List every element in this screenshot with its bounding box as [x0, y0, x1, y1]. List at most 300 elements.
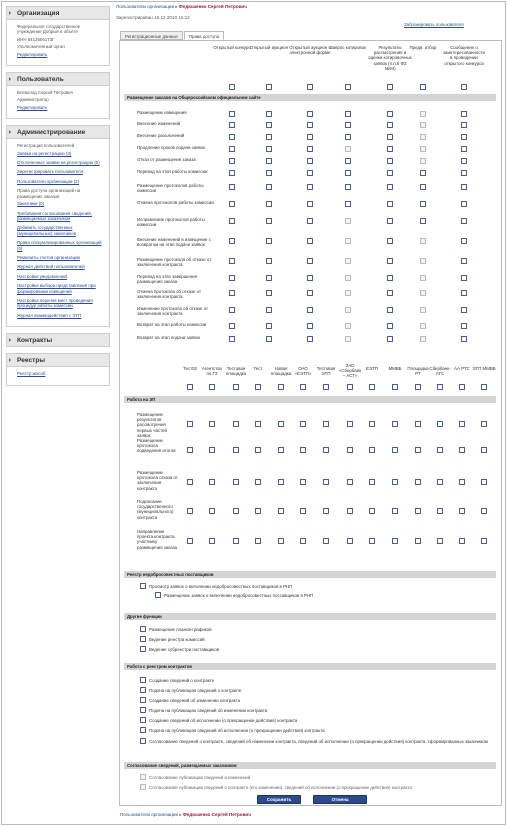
- checkbox[interactable]: [437, 447, 443, 453]
- org-inn: ИНН 6413506173Г: [17, 36, 55, 42]
- checkbox[interactable]: [437, 508, 443, 514]
- checkbox[interactable]: [369, 479, 375, 485]
- checkbox[interactable]: [307, 258, 313, 264]
- checkbox[interactable]: [323, 479, 329, 485]
- checkbox[interactable]: [307, 184, 313, 190]
- checkbox[interactable]: [266, 146, 272, 152]
- checkbox[interactable]: [266, 111, 272, 117]
- checkbox[interactable]: [266, 336, 272, 342]
- checkbox[interactable]: [300, 421, 306, 427]
- checkbox[interactable]: [461, 84, 467, 90]
- checkbox[interactable]: [461, 323, 467, 329]
- row-label: Подписание государственного (муниципального) контракта: [137, 499, 174, 520]
- checkbox[interactable]: [209, 447, 215, 453]
- breadcrumb: [116, 4, 502, 11]
- checkbox[interactable]: [347, 421, 353, 427]
- checkbox[interactable]: [307, 275, 313, 281]
- checkbox[interactable]: [481, 384, 487, 390]
- checkbox[interactable]: [266, 238, 272, 244]
- sidebar-link[interactable]: Заказчики (0): [17, 201, 45, 207]
- row-label: Продление сроков подачи заявок: [137, 145, 206, 150]
- checkbox[interactable]: [229, 238, 235, 244]
- checkbox[interactable]: [300, 508, 306, 514]
- checkbox: [345, 258, 351, 264]
- checkbox[interactable]: [300, 447, 306, 453]
- checkbox[interactable]: [387, 170, 393, 176]
- sidebar-title: Реестры: [17, 357, 46, 365]
- checkbox[interactable]: [461, 238, 467, 244]
- checkbox[interactable]: [140, 717, 146, 723]
- section-header: Согласование сведений, размещаемых заказчиком: [124, 762, 496, 769]
- checkbox[interactable]: [459, 508, 465, 514]
- checkbox[interactable]: [266, 158, 272, 164]
- checkbox[interactable]: [387, 184, 393, 190]
- sidebar-title: Организация: [17, 10, 60, 17]
- sidebar-header-org[interactable]: [6, 6, 110, 20]
- checkbox[interactable]: [347, 447, 353, 453]
- checkbox[interactable]: [415, 447, 421, 453]
- checkbox[interactable]: [229, 84, 235, 90]
- checkbox: [140, 774, 146, 780]
- breadcrumb-root-link[interactable]: Пользователи организации: [120, 812, 179, 817]
- checkbox[interactable]: [278, 538, 284, 544]
- checkbox[interactable]: [266, 84, 272, 90]
- checkbox[interactable]: [461, 218, 467, 224]
- checkbox[interactable]: [387, 290, 393, 296]
- checkbox[interactable]: [307, 111, 313, 117]
- checkbox[interactable]: [387, 258, 393, 264]
- checkbox[interactable]: [420, 201, 426, 207]
- checkbox[interactable]: [140, 646, 146, 652]
- checkbox[interactable]: [415, 538, 421, 544]
- checkbox[interactable]: [278, 447, 284, 453]
- column-header: Открытый аукцион: [249, 45, 289, 50]
- section-header: Размещение заказов на Общероссийском официальном сайте: [124, 94, 496, 101]
- checkbox[interactable]: [233, 384, 239, 390]
- checkbox[interactable]: [461, 111, 467, 117]
- checkbox[interactable]: [461, 134, 467, 140]
- checkbox[interactable]: [307, 218, 313, 224]
- checkbox[interactable]: [300, 479, 306, 485]
- checkbox[interactable]: [209, 421, 215, 427]
- org-name: Федеральное государственное учреждение Добрый в объёте: [17, 24, 81, 35]
- row-label: Размещение протокола об отказе от заключения контракта: [137, 257, 212, 268]
- sidebar-link[interactable]: Настройка перечня мест проведения процедур работы комиссии: [17, 297, 93, 309]
- checkbox[interactable]: [461, 184, 467, 190]
- checkbox[interactable]: [415, 384, 421, 390]
- row-label: Внесение изменений: [137, 121, 181, 126]
- registered-date: Зарегистрирован 15.12.2010 15:12: [116, 15, 190, 20]
- user-role: Администратор: [17, 97, 49, 103]
- checkbox[interactable]: [300, 538, 306, 544]
- checkbox: [420, 134, 426, 140]
- checkbox[interactable]: [437, 538, 443, 544]
- checkbox[interactable]: [459, 421, 465, 427]
- checkbox[interactable]: [387, 84, 393, 90]
- checkbox[interactable]: [266, 184, 272, 190]
- tab-access-rights[interactable]: Права доступа: [184, 31, 224, 40]
- section-header: Работа на ЭП: [124, 396, 496, 403]
- checkbox[interactable]: [392, 479, 398, 485]
- checkbox[interactable]: [387, 134, 393, 140]
- sidebar-title: Пользователь: [17, 76, 64, 84]
- sidebar-header-admin[interactable]: [6, 125, 110, 139]
- option-label: Размещение планов-графиков: [149, 627, 212, 632]
- checkbox[interactable]: [278, 479, 284, 485]
- sidebar-section-label: Права доступа организаций на размещение заказов: [17, 188, 81, 199]
- block-user-link[interactable]: Заблокировать пользователя: [404, 22, 464, 27]
- collapse-arrow-icon: [9, 338, 11, 342]
- checkbox[interactable]: [140, 727, 146, 733]
- checkbox[interactable]: [347, 479, 353, 485]
- checkbox[interactable]: [461, 307, 467, 313]
- column-header: Результаты рассмотрения и оценки котировочных заявок (п.п.6 ФЗ №94): [368, 45, 412, 71]
- checkbox[interactable]: [461, 336, 467, 342]
- checkbox[interactable]: [255, 538, 261, 544]
- checkbox[interactable]: [266, 122, 272, 128]
- checkbox[interactable]: [459, 479, 465, 485]
- checkbox[interactable]: [437, 421, 443, 427]
- checkbox[interactable]: [229, 158, 235, 164]
- checkbox[interactable]: [307, 134, 313, 140]
- checkbox: [420, 158, 426, 164]
- checkbox[interactable]: [387, 323, 393, 329]
- breadcrumb-separator: ▸: [175, 4, 178, 9]
- checkbox[interactable]: [369, 384, 375, 390]
- checkbox[interactable]: [437, 384, 443, 390]
- cancel-button[interactable]: Отмена: [313, 795, 367, 804]
- sidebar-link[interactable]: Журнал взаимодействия с ЭТП: [17, 312, 82, 318]
- checkbox[interactable]: [369, 421, 375, 427]
- checkbox[interactable]: [323, 508, 329, 514]
- checkbox[interactable]: [229, 336, 235, 342]
- checkbox[interactable]: [459, 384, 465, 390]
- checkbox[interactable]: [481, 479, 487, 485]
- checkbox[interactable]: [233, 508, 239, 514]
- checkbox[interactable]: [187, 538, 193, 544]
- checkbox[interactable]: [278, 421, 284, 427]
- option-label: Подача на публикацию сведений о контракте: [149, 688, 242, 693]
- checkbox: [420, 307, 426, 313]
- checkbox[interactable]: [369, 508, 375, 514]
- checkbox: [345, 146, 351, 152]
- checkbox[interactable]: [345, 170, 351, 176]
- sidebar-link[interactable]: Настройка выбора представления при формировании извещений: [17, 283, 96, 294]
- row-label: Размещение протокола отказа от заключения контракта: [137, 470, 178, 491]
- row-label: Размещение протокола подведения итогов: [137, 438, 176, 454]
- checkbox[interactable]: [307, 290, 313, 296]
- checkbox[interactable]: [187, 447, 193, 453]
- option-label: Создание сведений о контракте: [149, 678, 215, 683]
- checkbox[interactable]: [461, 158, 467, 164]
- checkbox: [420, 336, 426, 342]
- checkbox[interactable]: [387, 238, 393, 244]
- checkbox: [345, 238, 351, 244]
- checkbox[interactable]: [229, 184, 235, 190]
- checkbox[interactable]: [307, 323, 313, 329]
- option-label: Согласование сведений о контракте, сведений об изменении контракта, сведений об исполнении (о прекращении действия) контракта, сформированных заказчиком: [149, 739, 488, 744]
- checkbox[interactable]: [229, 275, 235, 281]
- option-label: Ведение реестра комиссий: [149, 637, 205, 642]
- edit-org-link[interactable]: Редактировать: [17, 51, 48, 57]
- checkbox[interactable]: [140, 697, 146, 703]
- checkbox[interactable]: [392, 384, 398, 390]
- row-label: Изменение протокола об отказе от заключения контракта: [137, 306, 209, 317]
- sidebar-link[interactable]: Заявки на регистрацию (0): [17, 150, 72, 156]
- sidebar-link[interactable]: Добавить государственных (муниципальных) заказчиков: [17, 225, 76, 236]
- checkbox[interactable]: [229, 201, 235, 207]
- checkbox[interactable]: [255, 421, 261, 427]
- checkbox[interactable]: [387, 158, 393, 164]
- option-label: Создание сведений об изменении контракта: [149, 698, 241, 703]
- checkbox[interactable]: [420, 218, 426, 224]
- checkbox[interactable]: [347, 538, 353, 544]
- checkbox[interactable]: [323, 538, 329, 544]
- save-button[interactable]: Сохранить: [257, 795, 301, 804]
- checkbox[interactable]: [392, 538, 398, 544]
- checkbox[interactable]: [347, 384, 353, 390]
- checkbox[interactable]: [415, 508, 421, 514]
- sidebar-header-registries[interactable]: [6, 353, 110, 367]
- column-header: ММВБ: [388, 366, 402, 371]
- checkbox[interactable]: [229, 146, 235, 152]
- checkbox[interactable]: [229, 170, 235, 176]
- checkbox[interactable]: [307, 158, 313, 164]
- checkbox: [345, 323, 351, 329]
- row-label: Отмена протокола об отказе от заключения контракта: [137, 289, 202, 300]
- checkbox[interactable]: [387, 218, 393, 224]
- checkbox[interactable]: [307, 84, 313, 90]
- checkbox[interactable]: [461, 201, 467, 207]
- checkbox[interactable]: [345, 134, 351, 140]
- checkbox: [420, 290, 426, 296]
- checkbox[interactable]: [420, 170, 426, 176]
- checkbox[interactable]: [266, 323, 272, 329]
- checkbox[interactable]: [229, 290, 235, 296]
- checkbox[interactable]: [481, 447, 487, 453]
- checkbox[interactable]: [233, 447, 239, 453]
- column-header: АА РТС: [454, 366, 470, 371]
- checkbox[interactable]: [255, 508, 261, 514]
- checkbox[interactable]: [392, 447, 398, 453]
- sidebar-header-user[interactable]: [6, 72, 110, 86]
- checkbox[interactable]: [229, 218, 235, 224]
- checkbox[interactable]: [229, 111, 235, 117]
- checkbox[interactable]: [459, 538, 465, 544]
- column-header: Тестовая ЭТП: [316, 366, 336, 377]
- checkbox[interactable]: [140, 677, 146, 683]
- checkbox[interactable]: [233, 538, 239, 544]
- column-header: Открытый конкурс: [213, 45, 251, 50]
- checkbox[interactable]: [415, 421, 421, 427]
- checkbox[interactable]: [387, 275, 393, 281]
- checkbox[interactable]: [266, 218, 272, 224]
- checkbox[interactable]: [323, 421, 329, 427]
- edit-user-link[interactable]: Редактировать: [17, 104, 48, 110]
- sidebar-link[interactable]: Пользователи организации (2): [17, 178, 80, 184]
- option-label: Подача на публикацию сведений об изменении контракта: [149, 708, 268, 713]
- checkbox: [420, 258, 426, 264]
- row-label: Перевод на этап работы комиссии: [137, 169, 208, 174]
- checkbox[interactable]: [392, 421, 398, 427]
- checkbox[interactable]: [187, 479, 193, 485]
- checkbox[interactable]: [345, 122, 351, 128]
- checkbox[interactable]: [233, 421, 239, 427]
- sidebar-title: Администрирование: [17, 129, 86, 137]
- sidebar-link[interactable]: Реквизиты счетов организации: [17, 254, 81, 260]
- column-header: ОАО «ЕЭТП»: [294, 366, 312, 377]
- collapse-arrow-icon: [9, 358, 11, 362]
- checkbox[interactable]: [233, 479, 239, 485]
- checkbox: [345, 218, 351, 224]
- checkbox[interactable]: [387, 336, 393, 342]
- sidebar-body-org: [6, 20, 110, 66]
- checkbox: [345, 336, 351, 342]
- checkbox[interactable]: [229, 122, 235, 128]
- sidebar-link[interactable]: Зарегистрировать пользователя: [17, 169, 83, 175]
- checkbox[interactable]: [255, 447, 261, 453]
- column-header: Предв. отбор: [409, 45, 437, 50]
- checkbox[interactable]: [387, 146, 393, 152]
- checkbox[interactable]: [369, 538, 375, 544]
- checkbox[interactable]: [323, 447, 329, 453]
- checkbox[interactable]: [387, 111, 393, 117]
- sidebar-header-contracts[interactable]: [6, 333, 110, 347]
- breadcrumb-root-link[interactable]: Пользователи организации: [116, 4, 175, 9]
- option-label: Подача на публикацию сведений об исполнении (о прекращении действия) контракта: [149, 728, 325, 733]
- checkbox[interactable]: [187, 384, 193, 390]
- checkbox[interactable]: [461, 275, 467, 281]
- checkbox[interactable]: [345, 111, 351, 117]
- sidebar-link[interactable]: Настройки уведомлений: [17, 273, 67, 279]
- breadcrumb-current: Федюшенко Сергей Петрович: [178, 4, 247, 9]
- checkbox[interactable]: [229, 258, 235, 264]
- checkbox[interactable]: [345, 201, 351, 207]
- sidebar-link-complaints[interactable]: Реестр жалоб: [17, 371, 46, 377]
- checkbox[interactable]: [481, 508, 487, 514]
- checkbox[interactable]: [387, 122, 393, 128]
- checkbox[interactable]: [209, 538, 215, 544]
- row-label: Размещение протоколов работы комиссии: [137, 183, 204, 194]
- checkbox[interactable]: [307, 336, 313, 342]
- checkbox[interactable]: [307, 238, 313, 244]
- checkbox[interactable]: [266, 290, 272, 296]
- checkbox: [420, 323, 426, 329]
- checkbox[interactable]: [266, 307, 272, 313]
- checkbox: [345, 290, 351, 296]
- checkbox[interactable]: [266, 275, 272, 281]
- row-label: Исправление протоколов работы комиссии: [137, 217, 205, 228]
- checkbox[interactable]: [255, 479, 261, 485]
- sidebar-link[interactable]: Журнал действий пользователей: [17, 264, 85, 270]
- checkbox[interactable]: [140, 583, 146, 589]
- checkbox[interactable]: [140, 687, 146, 693]
- checkbox[interactable]: [481, 421, 487, 427]
- row-label: Возврат на этап работы комиссии: [137, 322, 207, 327]
- checkbox[interactable]: [461, 146, 467, 152]
- checkbox[interactable]: [420, 84, 426, 90]
- checkbox[interactable]: [187, 508, 193, 514]
- tab-registration-data[interactable]: Регистрационные данные: [120, 31, 183, 40]
- checkbox[interactable]: [461, 122, 467, 128]
- checkbox[interactable]: [345, 158, 351, 164]
- checkbox[interactable]: [347, 508, 353, 514]
- option-label: Ведение субреестра поставщиков: [149, 647, 219, 652]
- checkbox[interactable]: [140, 738, 146, 744]
- checkbox[interactable]: [369, 447, 375, 453]
- checkbox[interactable]: [481, 538, 487, 544]
- checkbox[interactable]: [229, 307, 235, 313]
- row-label: Внесение изменений в извещение с возвратом на этап подачи заявок: [137, 237, 211, 248]
- checkbox[interactable]: [307, 146, 313, 152]
- checkbox[interactable]: [387, 201, 393, 207]
- checkbox: [345, 275, 351, 281]
- checkbox[interactable]: [461, 170, 467, 176]
- checkbox[interactable]: [323, 384, 329, 390]
- checkbox[interactable]: [461, 258, 467, 264]
- column-header: ЕЭТП: [366, 366, 378, 371]
- row-label: Направление проекта контракта участнику размещения заказа: [137, 529, 178, 550]
- sidebar-link[interactable]: Требования согласования сведений, размещаемых заказчиком: [17, 210, 92, 221]
- checkbox: [140, 784, 146, 790]
- section-header: Реестр недобросовестных поставщиков: [124, 571, 496, 578]
- checkbox[interactable]: [307, 170, 313, 176]
- checkbox[interactable]: [140, 707, 146, 713]
- checkbox[interactable]: [307, 122, 313, 128]
- sidebar-section-label: Регистрация пользователей: [17, 143, 75, 149]
- checkbox[interactable]: [209, 384, 215, 390]
- column-header: Сбербанк-АТС: [429, 366, 451, 377]
- checkbox[interactable]: [459, 447, 465, 453]
- checkbox[interactable]: [209, 479, 215, 485]
- checkbox[interactable]: [415, 479, 421, 485]
- checkbox[interactable]: [345, 184, 351, 190]
- checkbox[interactable]: [392, 508, 398, 514]
- sidebar-link[interactable]: Отклоненные заявки на регистрацию (0): [17, 160, 100, 166]
- checkbox[interactable]: [345, 84, 351, 90]
- checkbox[interactable]: [140, 626, 146, 632]
- sidebar-link[interactable]: Права специализированных организаций (0): [17, 240, 102, 251]
- checkbox[interactable]: [307, 307, 313, 313]
- column-header: Агентство по ГЗ: [201, 366, 223, 377]
- checkbox[interactable]: [140, 636, 146, 642]
- checkbox[interactable]: [155, 592, 161, 598]
- checkbox[interactable]: [209, 508, 215, 514]
- checkbox[interactable]: [461, 290, 467, 296]
- checkbox[interactable]: [307, 201, 313, 207]
- checkbox[interactable]: [300, 384, 306, 390]
- checkbox[interactable]: [266, 134, 272, 140]
- checkbox[interactable]: [266, 258, 272, 264]
- checkbox[interactable]: [387, 307, 393, 313]
- row-label: Отказ от размещения заказа: [137, 157, 196, 162]
- checkbox[interactable]: [278, 508, 284, 514]
- checkbox[interactable]: [255, 384, 261, 390]
- row-label: Размещение результатов рассмотрения первых частей заявок: [137, 412, 167, 438]
- checkbox[interactable]: [266, 170, 272, 176]
- checkbox[interactable]: [229, 323, 235, 329]
- checkbox: [345, 307, 351, 313]
- checkbox[interactable]: [278, 384, 284, 390]
- checkbox[interactable]: [266, 201, 272, 207]
- checkbox[interactable]: [229, 134, 235, 140]
- sidebar-body-registries: [6, 367, 110, 385]
- option-label: Согласование публикации сведений о контракте (его изменении), сведений об исполнении (о прекращении действия) контракта: [149, 785, 412, 790]
- row-label: Отмена протоколов работы комиссии: [137, 200, 214, 205]
- checkbox[interactable]: [187, 421, 193, 427]
- checkbox[interactable]: [420, 184, 426, 190]
- checkbox[interactable]: [437, 479, 443, 485]
